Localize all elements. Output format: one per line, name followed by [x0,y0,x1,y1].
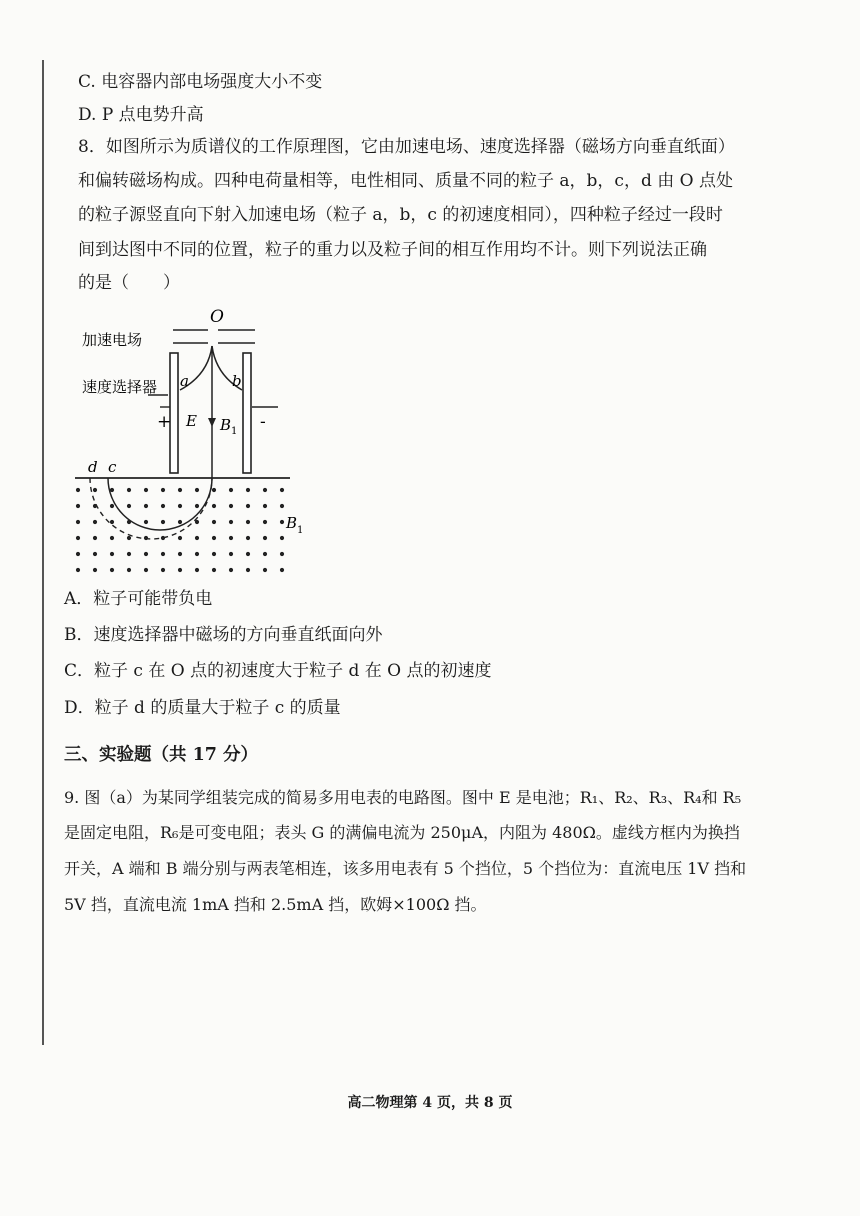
field-dot [212,568,216,572]
field-dot [178,488,182,492]
field-dot [161,488,165,492]
label-b1-field-subscript: 1 [297,525,304,536]
field-dot [263,488,267,492]
field-dot [93,520,97,524]
field-dot [195,504,199,508]
field-dot [246,552,250,556]
label-c: c [108,458,117,476]
field-dot [212,552,216,556]
field-dot [212,504,216,508]
field-dot [76,552,80,556]
field-dot [76,536,80,540]
option-a-q8: A．粒子可能带负电 [64,589,213,609]
field-dot [76,488,80,492]
field-dot [229,568,233,572]
field-dot [127,536,131,540]
field-dot [212,520,216,524]
field-dot [280,536,284,540]
field-dot [110,488,114,492]
field-dot [280,520,284,524]
label-d: d [88,458,98,476]
field-dot [229,520,233,524]
field-dot [246,536,250,540]
field-dot [93,552,97,556]
field-dot [246,488,250,492]
field-dot [212,488,216,492]
field-dot [144,520,148,524]
q9-text-line-1: 9. 图（a）为某同学组装完成的简易多用电表的电路图。图中 E 是电池；R₁、R₂、R₃、R₄和 R₅ [64,788,742,807]
field-dot [161,568,165,572]
field-dot [178,536,182,540]
field-dot [229,536,233,540]
field-dot [161,520,165,524]
field-dot [144,568,148,572]
label-b: b [232,372,242,390]
field-dot [263,504,267,508]
mass-spectrometer-figure [60,300,360,590]
label-velocity-selector: 速度选择器 [82,378,158,396]
option-d-q7: D. P 点电势升高 [78,105,204,125]
option-c-q8: C．粒子 c 在 O 点的初速度大于粒子 d 在 O 点的初速度 [64,661,492,681]
q8-text-line-4: 间到达图中不同的位置，粒子的重力以及粒子间的相互作用均不计。则下列说法正确 [78,240,707,260]
q9-text-line-4: 5V 挡，直流电流 1mA 挡和 2.5mA 挡，欧姆×100Ω 挡。 [64,895,487,914]
label-e: E [186,412,197,430]
field-dot [144,552,148,556]
field-dot [76,568,80,572]
label-b1: B [220,416,232,434]
field-dot [76,504,80,508]
label-o: O [210,307,224,327]
field-dot [110,552,114,556]
field-dot [76,520,80,524]
field-dot [93,536,97,540]
field-dot [229,552,233,556]
label-accel-field: 加速电场 [82,331,143,349]
option-c-q7: C. 电容器内部电场强度大小不变 [78,72,323,92]
field-dot [263,520,267,524]
field-dot [127,504,131,508]
field-dot [263,568,267,572]
option-d-q8: D．粒子 d 的质量大于粒子 c 的质量 [64,698,341,718]
field-dot [127,552,131,556]
field-dot [195,552,199,556]
field-dot [93,488,97,492]
magnetic-field-dots [76,488,284,572]
field-dot [127,488,131,492]
field-dot [161,552,165,556]
field-dot [144,488,148,492]
option-b-q8: B．速度选择器中磁场的方向垂直纸面向外 [64,625,383,645]
page-footer: 高二物理第 4 页，共 8 页 [347,1095,513,1111]
label-b1-field: B [286,514,298,532]
q9-text-line-3: 开关，A 端和 B 端分别与两表笔相连，该多用电表有 5 个挡位，5 个挡位为：直流电压 1V 挡和 [64,859,747,878]
label-plus: + [157,412,172,432]
field-dot [246,504,250,508]
field-dot [229,488,233,492]
field-dot [263,536,267,540]
field-dot [229,504,233,508]
field-dot [195,536,199,540]
field-dot [178,520,182,524]
field-dot [178,504,182,508]
q8-text-line-5: 的是（ ） [78,273,180,293]
q8-text-line-1: 8．如图所示为质谱仪的工作原理图，它由加速电场、速度选择器（磁场方向垂直纸面） [78,137,735,157]
binding-margin-line [42,60,44,1045]
field-dot [195,568,199,572]
field-dot [110,504,114,508]
field-dot [144,504,148,508]
field-dot [93,568,97,572]
field-dot [280,504,284,508]
q8-text-line-3: 的粒子源竖直向下射入加速电场（粒子 a，b，c 的初速度相同），四种粒子经过一段时 [78,205,723,225]
field-dot [178,568,182,572]
field-dot [280,552,284,556]
field-dot [280,488,284,492]
field-dot [246,568,250,572]
q9-text-line-2: 是固定电阻，R₆是可变电阻；表头 G 的满偏电流为 250μA，内阻为 480Ω。虚线方框内为换挡 [64,823,740,842]
field-dot [263,552,267,556]
field-dot [178,552,182,556]
field-dot [110,536,114,540]
label-minus: - [260,412,266,432]
selector-plate-right [243,353,251,473]
field-dot [212,536,216,540]
label-a: a [180,372,189,390]
field-dot [246,520,250,524]
field-dot [110,568,114,572]
field-dot [110,520,114,524]
field-dot [280,568,284,572]
field-dot [195,488,199,492]
label-b1-subscript: 1 [231,426,238,437]
field-dot [161,504,165,508]
q8-text-line-2: 和偏转磁场构成。四种电荷量相等，电性相同、质量不同的粒子 a，b，c，d 由 O 点处 [78,171,733,191]
e-field-arrow [208,418,216,427]
section-heading-experiment: 三、实验题（共 17 分） [64,745,259,765]
field-dot [127,568,131,572]
